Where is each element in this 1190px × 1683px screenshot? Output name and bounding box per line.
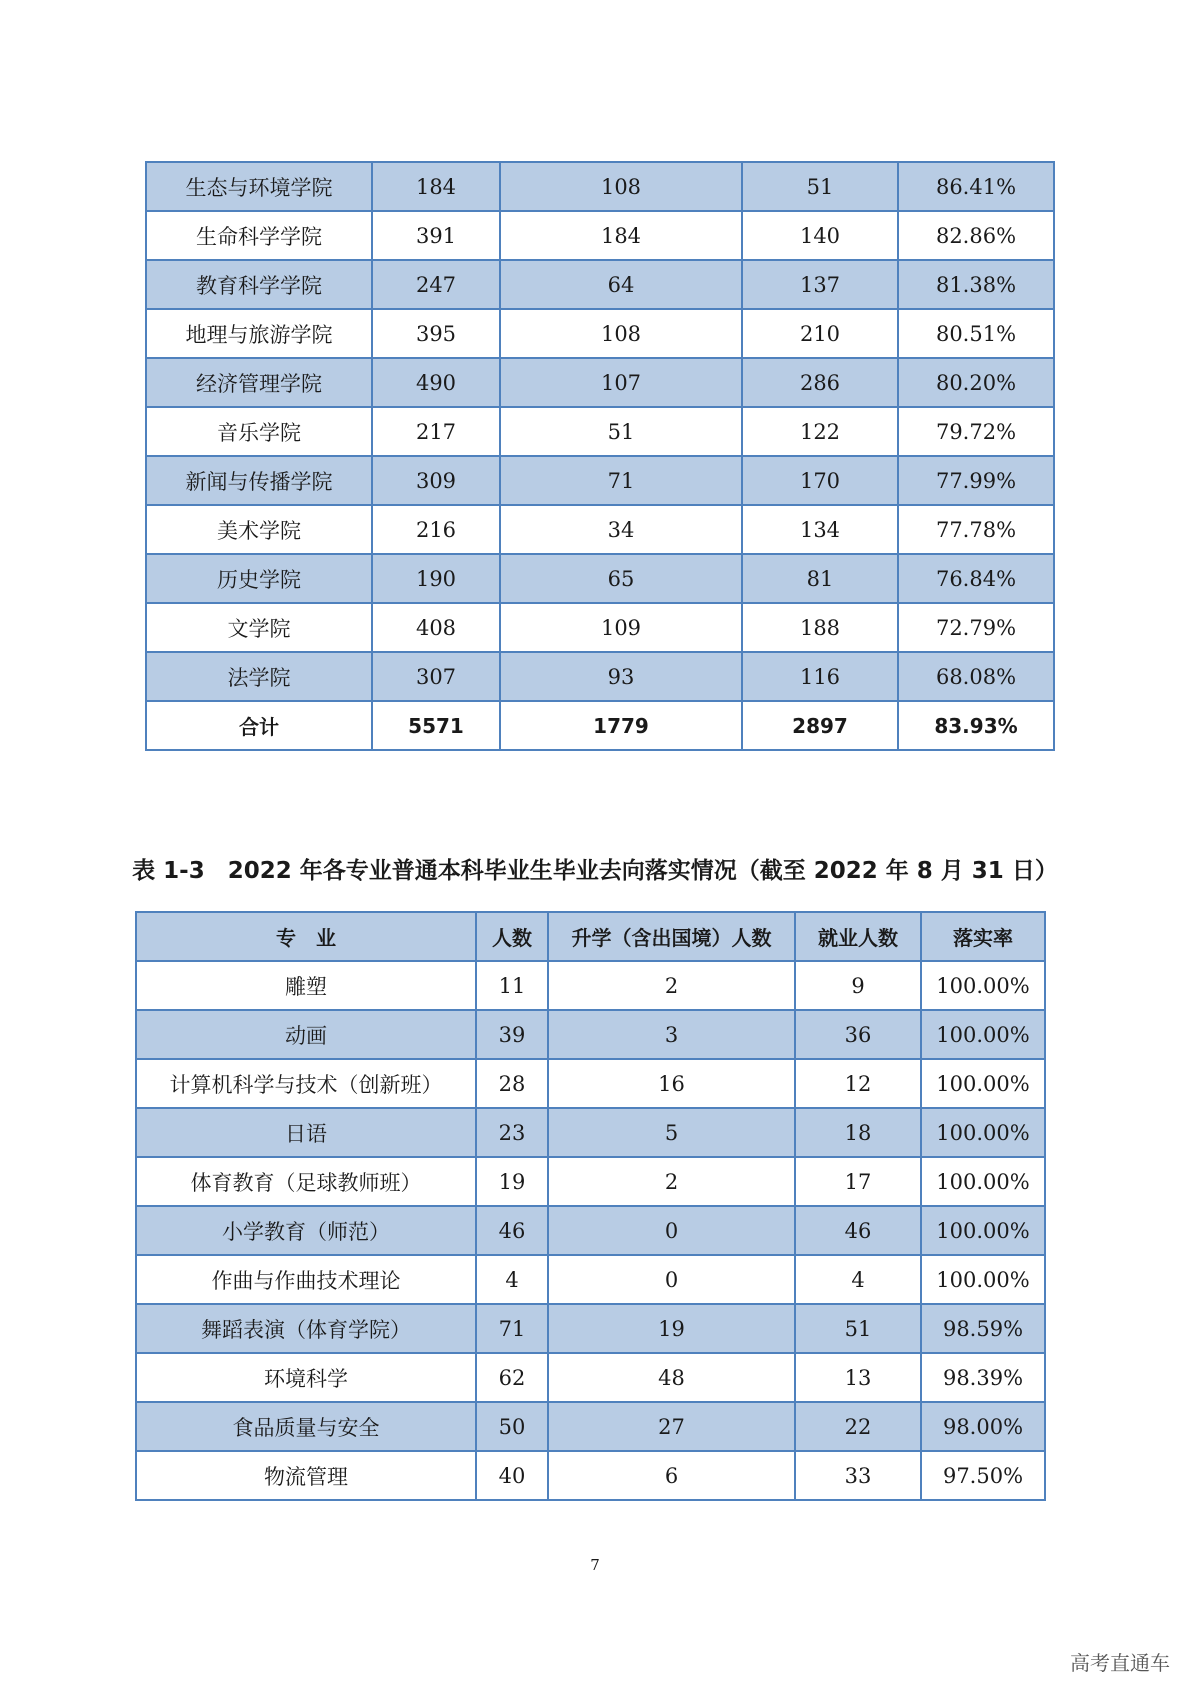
employment-cell: 22 — [795, 1402, 921, 1451]
table-row — [136, 1059, 1045, 1108]
rate-cell: 77.99% — [898, 456, 1054, 505]
further-study-cell: 51 — [500, 407, 742, 456]
rate-cell: 76.84% — [898, 554, 1054, 603]
table-row — [136, 1157, 1045, 1206]
count-cell: 4 — [476, 1255, 548, 1304]
further-study-cell: 3 — [548, 1010, 795, 1059]
header-count: 人数 — [476, 912, 548, 961]
count-cell: 39 — [476, 1010, 548, 1059]
major-cell: 作曲与作曲技术理论 — [136, 1255, 476, 1304]
rate-cell: 100.00% — [921, 1059, 1045, 1108]
employment-cell: 33 — [795, 1451, 921, 1500]
employment-cell: 210 — [742, 309, 898, 358]
table-row — [136, 961, 1045, 1010]
table-row — [146, 603, 1054, 652]
employment-cell: 12 — [795, 1059, 921, 1108]
table-row — [146, 358, 1054, 407]
further-study-cell: 71 — [500, 456, 742, 505]
major-cell: 计算机科学与技术（创新班） — [136, 1059, 476, 1108]
header-major: 专 业 — [136, 912, 476, 961]
table-row — [136, 1010, 1045, 1059]
employment-cell: 116 — [742, 652, 898, 701]
further-study-cell: 184 — [500, 211, 742, 260]
total-rate: 83.93% — [898, 701, 1054, 750]
total-employment: 2897 — [742, 701, 898, 750]
employment-cell: 51 — [795, 1304, 921, 1353]
count-cell: 28 — [476, 1059, 548, 1108]
employment-cell: 81 — [742, 554, 898, 603]
major-cell: 动画 — [136, 1010, 476, 1059]
count-cell: 40 — [476, 1451, 548, 1500]
rate-cell: 82.86% — [898, 211, 1054, 260]
further-study-cell: 0 — [548, 1255, 795, 1304]
college-cell: 新闻与传播学院 — [146, 456, 372, 505]
rate-cell: 98.39% — [921, 1353, 1045, 1402]
college-cell: 历史学院 — [146, 554, 372, 603]
rate-cell: 100.00% — [921, 1010, 1045, 1059]
major-cell: 小学教育（师范） — [136, 1206, 476, 1255]
major-cell: 食品质量与安全 — [136, 1402, 476, 1451]
college-cell: 音乐学院 — [146, 407, 372, 456]
employment-cell: 36 — [795, 1010, 921, 1059]
rate-cell: 79.72% — [898, 407, 1054, 456]
count-cell: 23 — [476, 1108, 548, 1157]
further-study-cell: 107 — [500, 358, 742, 407]
employment-cell: 188 — [742, 603, 898, 652]
college-cell: 美术学院 — [146, 505, 372, 554]
employment-cell: 140 — [742, 211, 898, 260]
rate-cell: 86.41% — [898, 162, 1054, 211]
further-study-cell: 19 — [548, 1304, 795, 1353]
count-cell: 391 — [372, 211, 500, 260]
count-cell: 395 — [372, 309, 500, 358]
count-cell: 190 — [372, 554, 500, 603]
count-cell: 490 — [372, 358, 500, 407]
rate-cell: 100.00% — [921, 1255, 1045, 1304]
rate-cell: 80.51% — [898, 309, 1054, 358]
further-study-cell: 5 — [548, 1108, 795, 1157]
count-cell: 62 — [476, 1353, 548, 1402]
count-cell: 309 — [372, 456, 500, 505]
count-cell: 19 — [476, 1157, 548, 1206]
count-cell: 184 — [372, 162, 500, 211]
employment-cell: 4 — [795, 1255, 921, 1304]
further-study-cell: 48 — [548, 1353, 795, 1402]
table-row — [136, 1402, 1045, 1451]
count-cell: 71 — [476, 1304, 548, 1353]
count-cell: 50 — [476, 1402, 548, 1451]
count-cell: 216 — [372, 505, 500, 554]
major-cell: 环境科学 — [136, 1353, 476, 1402]
header-further-study: 升学（含出国境）人数 — [548, 912, 795, 961]
table-row — [136, 1353, 1045, 1402]
employment-cell: 170 — [742, 456, 898, 505]
table-header-row — [136, 912, 1045, 961]
further-study-cell: 65 — [500, 554, 742, 603]
table-row — [146, 505, 1054, 554]
rate-cell: 98.59% — [921, 1304, 1045, 1353]
rate-cell: 72.79% — [898, 603, 1054, 652]
header-employment: 就业人数 — [795, 912, 921, 961]
major-cell: 体育教育（足球教师班） — [136, 1157, 476, 1206]
employment-cell: 51 — [742, 162, 898, 211]
table-row — [136, 1206, 1045, 1255]
college-cell: 生态与环境学院 — [146, 162, 372, 211]
table-row — [136, 1255, 1045, 1304]
employment-cell: 286 — [742, 358, 898, 407]
table-row — [146, 456, 1054, 505]
major-cell: 舞蹈表演（体育学院） — [136, 1304, 476, 1353]
table-row — [146, 162, 1054, 211]
total-count: 5571 — [372, 701, 500, 750]
further-study-cell: 2 — [548, 1157, 795, 1206]
rate-cell: 97.50% — [921, 1451, 1045, 1500]
further-study-cell: 64 — [500, 260, 742, 309]
rate-cell: 80.20% — [898, 358, 1054, 407]
college-cell: 地理与旅游学院 — [146, 309, 372, 358]
page-number: 7 — [590, 1556, 600, 1574]
rate-cell: 100.00% — [921, 1108, 1045, 1157]
count-cell: 408 — [372, 603, 500, 652]
further-study-cell: 2 — [548, 961, 795, 1010]
table-row — [146, 309, 1054, 358]
count-cell: 247 — [372, 260, 500, 309]
major-cell: 日语 — [136, 1108, 476, 1157]
rate-cell: 68.08% — [898, 652, 1054, 701]
further-study-cell: 6 — [548, 1451, 795, 1500]
watermark: 高考直通车 — [1070, 1651, 1170, 1675]
rate-cell: 100.00% — [921, 961, 1045, 1010]
rate-cell: 98.00% — [921, 1402, 1045, 1451]
major-placement-table — [135, 911, 1046, 1501]
further-study-cell: 109 — [500, 603, 742, 652]
table-row — [146, 260, 1054, 309]
count-cell: 11 — [476, 961, 548, 1010]
college-cell: 经济管理学院 — [146, 358, 372, 407]
count-cell: 307 — [372, 652, 500, 701]
further-study-cell: 108 — [500, 162, 742, 211]
total-further-study: 1779 — [500, 701, 742, 750]
employment-cell: 137 — [742, 260, 898, 309]
college-cell: 教育科学学院 — [146, 260, 372, 309]
table-row — [146, 554, 1054, 603]
employment-cell: 18 — [795, 1108, 921, 1157]
table-row — [136, 1108, 1045, 1157]
college-cell: 文学院 — [146, 603, 372, 652]
rate-cell: 81.38% — [898, 260, 1054, 309]
table-row — [146, 407, 1054, 456]
employment-cell: 46 — [795, 1206, 921, 1255]
total-label: 合计 — [146, 701, 372, 750]
table-row — [136, 1304, 1045, 1353]
employment-cell: 134 — [742, 505, 898, 554]
major-cell: 物流管理 — [136, 1451, 476, 1500]
table-row — [146, 211, 1054, 260]
employment-cell: 13 — [795, 1353, 921, 1402]
further-study-cell: 16 — [548, 1059, 795, 1108]
employment-cell: 17 — [795, 1157, 921, 1206]
employment-cell: 9 — [795, 961, 921, 1010]
rate-cell: 100.00% — [921, 1157, 1045, 1206]
college-cell: 法学院 — [146, 652, 372, 701]
major-cell: 雕塑 — [136, 961, 476, 1010]
further-study-cell: 34 — [500, 505, 742, 554]
further-study-cell: 0 — [548, 1206, 795, 1255]
table-caption: 表 1-3 2022 年各专业普通本科毕业生毕业去向落实情况（截至 2022 年 8 月 31 日） — [132, 858, 1058, 884]
count-cell: 217 — [372, 407, 500, 456]
count-cell: 46 — [476, 1206, 548, 1255]
table-row — [136, 1451, 1045, 1500]
table-row — [146, 652, 1054, 701]
rate-cell: 100.00% — [921, 1206, 1045, 1255]
total-row — [146, 701, 1054, 750]
employment-cell: 122 — [742, 407, 898, 456]
college-cell: 生命科学学院 — [146, 211, 372, 260]
college-placement-table — [145, 161, 1055, 751]
further-study-cell: 27 — [548, 1402, 795, 1451]
header-rate: 落实率 — [921, 912, 1045, 961]
rate-cell: 77.78% — [898, 505, 1054, 554]
further-study-cell: 93 — [500, 652, 742, 701]
further-study-cell: 108 — [500, 309, 742, 358]
